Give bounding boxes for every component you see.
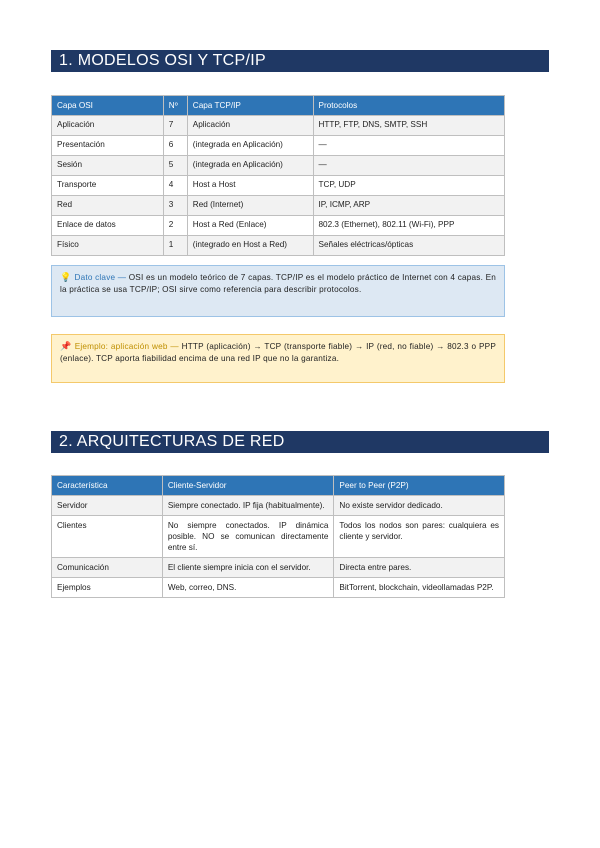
table-cell: Ejemplos <box>52 578 163 598</box>
table-cell: Red (Internet) <box>187 196 313 216</box>
table-row <box>52 516 505 558</box>
column-header: Capa TCP/IP <box>187 96 313 116</box>
note-text: HTTP (aplicación) → TCP (transporte fiable) → IP (red, no fiable) → 802.3 o PPP (enlace). TCP aporta fiabilidad encima de una red IP que no la garantiza. <box>60 342 496 363</box>
lightbulb-icon: 💡 <box>60 272 72 282</box>
table-row <box>52 236 505 256</box>
table-row <box>52 196 505 216</box>
section-title-network-architectures: 2. ARQUITECTURAS DE RED <box>51 431 549 453</box>
table-cell: Físico <box>52 236 164 256</box>
table-row <box>52 176 505 196</box>
table-cell: TCP, UDP <box>313 176 505 196</box>
table-cell: Siempre conectado. IP fija (habitualmente). <box>162 496 334 516</box>
table-cell: El cliente siempre inicia con el servidor. <box>162 558 334 578</box>
table-cell: 2 <box>163 216 187 236</box>
table-row <box>52 136 505 156</box>
table-row <box>52 116 505 136</box>
table-cell: (integrada en Aplicación) <box>187 136 313 156</box>
table-cell: Web, correo, DNS. <box>162 578 334 598</box>
table-cell: — <box>313 136 505 156</box>
table-cell: — <box>313 156 505 176</box>
table-row <box>52 496 505 516</box>
table-row <box>52 216 505 236</box>
table-cell: Sesión <box>52 156 164 176</box>
column-header: Característica <box>52 476 163 496</box>
architectures-table <box>51 475 505 598</box>
column-header: Nº <box>163 96 187 116</box>
osi-tcpip-table <box>51 95 505 256</box>
table-cell: Servidor <box>52 496 163 516</box>
table-cell: 1 <box>163 236 187 256</box>
table-cell: HTTP, FTP, DNS, SMTP, SSH <box>313 116 505 136</box>
table-cell: Enlace de datos <box>52 216 164 236</box>
column-header: Capa OSI <box>52 96 164 116</box>
table-header-row <box>52 96 505 116</box>
table-cell: No siempre conectados. IP dinámica posible. NO se comunican directamente entre sí. <box>162 516 334 558</box>
table-cell: Host a Red (Enlace) <box>187 216 313 236</box>
key-fact-note <box>51 265 505 317</box>
pushpin-icon: 📌 <box>60 341 72 351</box>
table-cell: Aplicación <box>187 116 313 136</box>
table-cell: Aplicación <box>52 116 164 136</box>
table-cell: 5 <box>163 156 187 176</box>
table-cell: 7 <box>163 116 187 136</box>
table-cell: (integrado en Host a Red) <box>187 236 313 256</box>
table-cell: 6 <box>163 136 187 156</box>
table-cell: Host a Host <box>187 176 313 196</box>
example-note <box>51 334 505 383</box>
table-cell: BitTorrent, blockchain, videollamadas P2P. <box>334 578 505 598</box>
table-cell: Señales eléctricas/ópticas <box>313 236 505 256</box>
table-cell: Comunicación <box>52 558 163 578</box>
note-label: Ejemplo: aplicación web — <box>74 342 179 351</box>
column-header: Cliente-Servidor <box>162 476 334 496</box>
table-cell: 4 <box>163 176 187 196</box>
table-cell: 802.3 (Ethernet), 802.11 (Wi-Fi), PPP <box>313 216 505 236</box>
table-cell: IP, ICMP, ARP <box>313 196 505 216</box>
table-cell: Clientes <box>52 516 163 558</box>
note-label: Dato clave — <box>74 273 127 282</box>
table-row <box>52 156 505 176</box>
section-title-osi-tcpip: 1. MODELOS OSI Y TCP/IP <box>51 50 549 72</box>
table-cell: Directa entre pares. <box>334 558 505 578</box>
column-header: Protocolos <box>313 96 505 116</box>
table-header-row <box>52 476 505 496</box>
note-text: OSI es un modelo teórico de 7 capas. TCP/IP es el modelo práctico de Internet con 4 capas. En la práctica se usa TCP/IP; OSI sirve como referencia para describir protocolos. <box>60 273 497 294</box>
table-cell: Todos los nodos son pares: cualquiera es cliente y servidor. <box>334 516 505 558</box>
table-cell: No existe servidor dedicado. <box>334 496 505 516</box>
column-header: Peer to Peer (P2P) <box>334 476 505 496</box>
table-row <box>52 578 505 598</box>
table-cell: Red <box>52 196 164 216</box>
table-cell: Transporte <box>52 176 164 196</box>
table-row <box>52 558 505 578</box>
table-cell: 3 <box>163 196 187 216</box>
table-cell: Presentación <box>52 136 164 156</box>
table-cell: (integrada en Aplicación) <box>187 156 313 176</box>
